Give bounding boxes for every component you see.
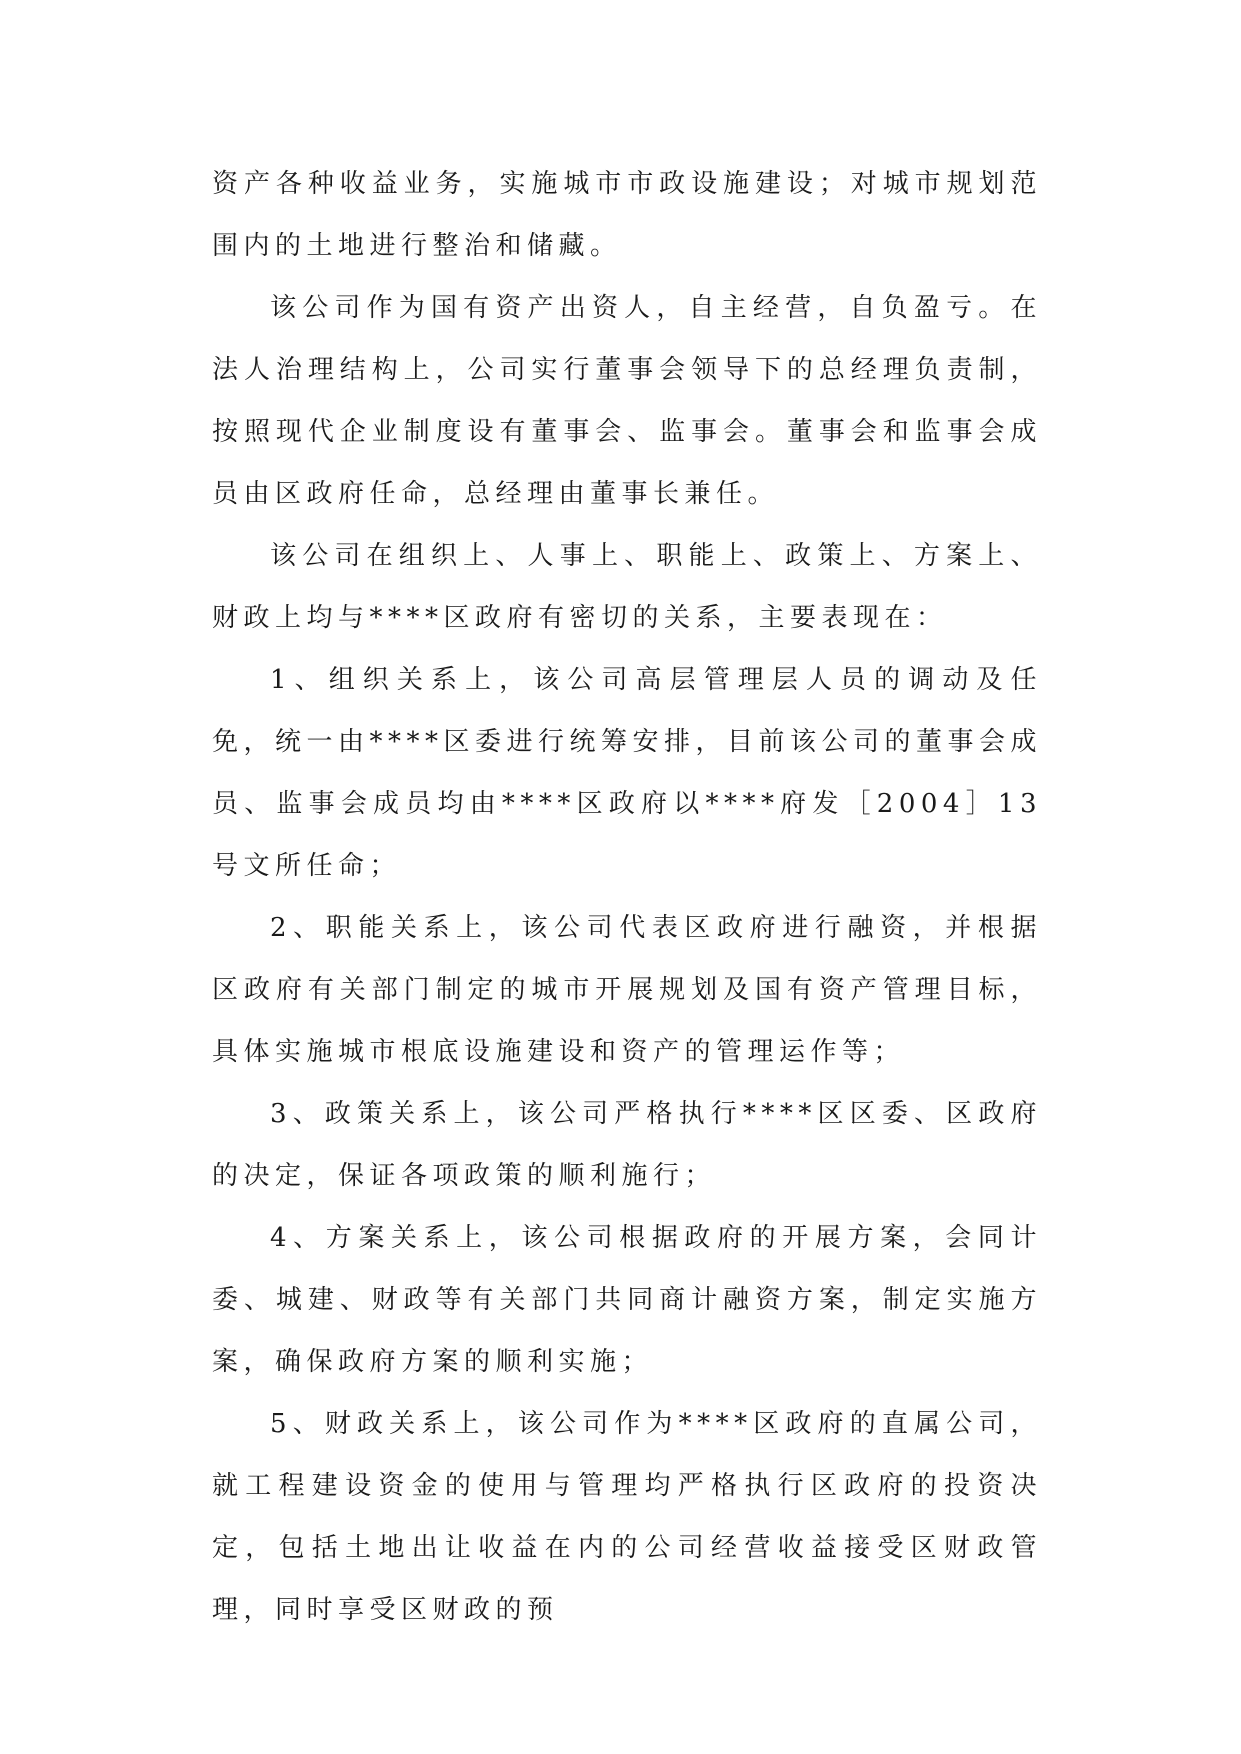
paragraph-continuation: 资产各种收益业务，实施城市市政设施建设；对城市规划范围内的土地进行整治和储藏。 [212, 169, 1042, 261]
paragraph-government-relations-intro: 该公司在组织上、人事上、职能上、政策上、方案上、财政上均与****区政府有密切的关系，主要表现在： [212, 541, 1042, 633]
list-item-finance: 5、财政关系上，该公司作为****区政府的直属公司，就工程建设资金的使用与管理均严格执行区政府的投资决定，包括土地出让收益在内的公司经营收益接受区财政管理，同时享受区财政的预 [212, 1409, 1042, 1625]
list-item-function: 2、职能关系上，该公司代表区政府进行融资，并根据区政府有关部门制定的城市开展规划及国有资产管理目标，具体实施城市根底设施建设和资产的管理运作等； [212, 913, 1042, 1067]
list-item-organization: 1、组织关系上，该公司高层管理层人员的调动及任免，统一由****区委进行统筹安排，目前该公司的董事会成员、监事会成员均由****区政府以****府发［2004］13号文所任命； [212, 665, 1043, 881]
paragraph-company-governance: 该公司作为国有资产出资人，自主经营，自负盈亏。在法人治理结构上，公司实行董事会领导下的总经理负责制，按照现代企业制度设有董事会、监事会。董事会和监事会成员由区政府任命，总经理由董事长兼任。 [212, 293, 1042, 509]
document-body [212, 153, 1042, 1641]
list-item-plan: 4、方案关系上，该公司根据政府的开展方案，会同计委、城建、财政等有关部门共同商计融资方案，制定实施方案，确保政府方案的顺利实施； [212, 1223, 1042, 1377]
list-item-policy: 3、政策关系上，该公司严格执行****区区委、区政府的决定，保证各项政策的顺利施行； [212, 1099, 1042, 1191]
